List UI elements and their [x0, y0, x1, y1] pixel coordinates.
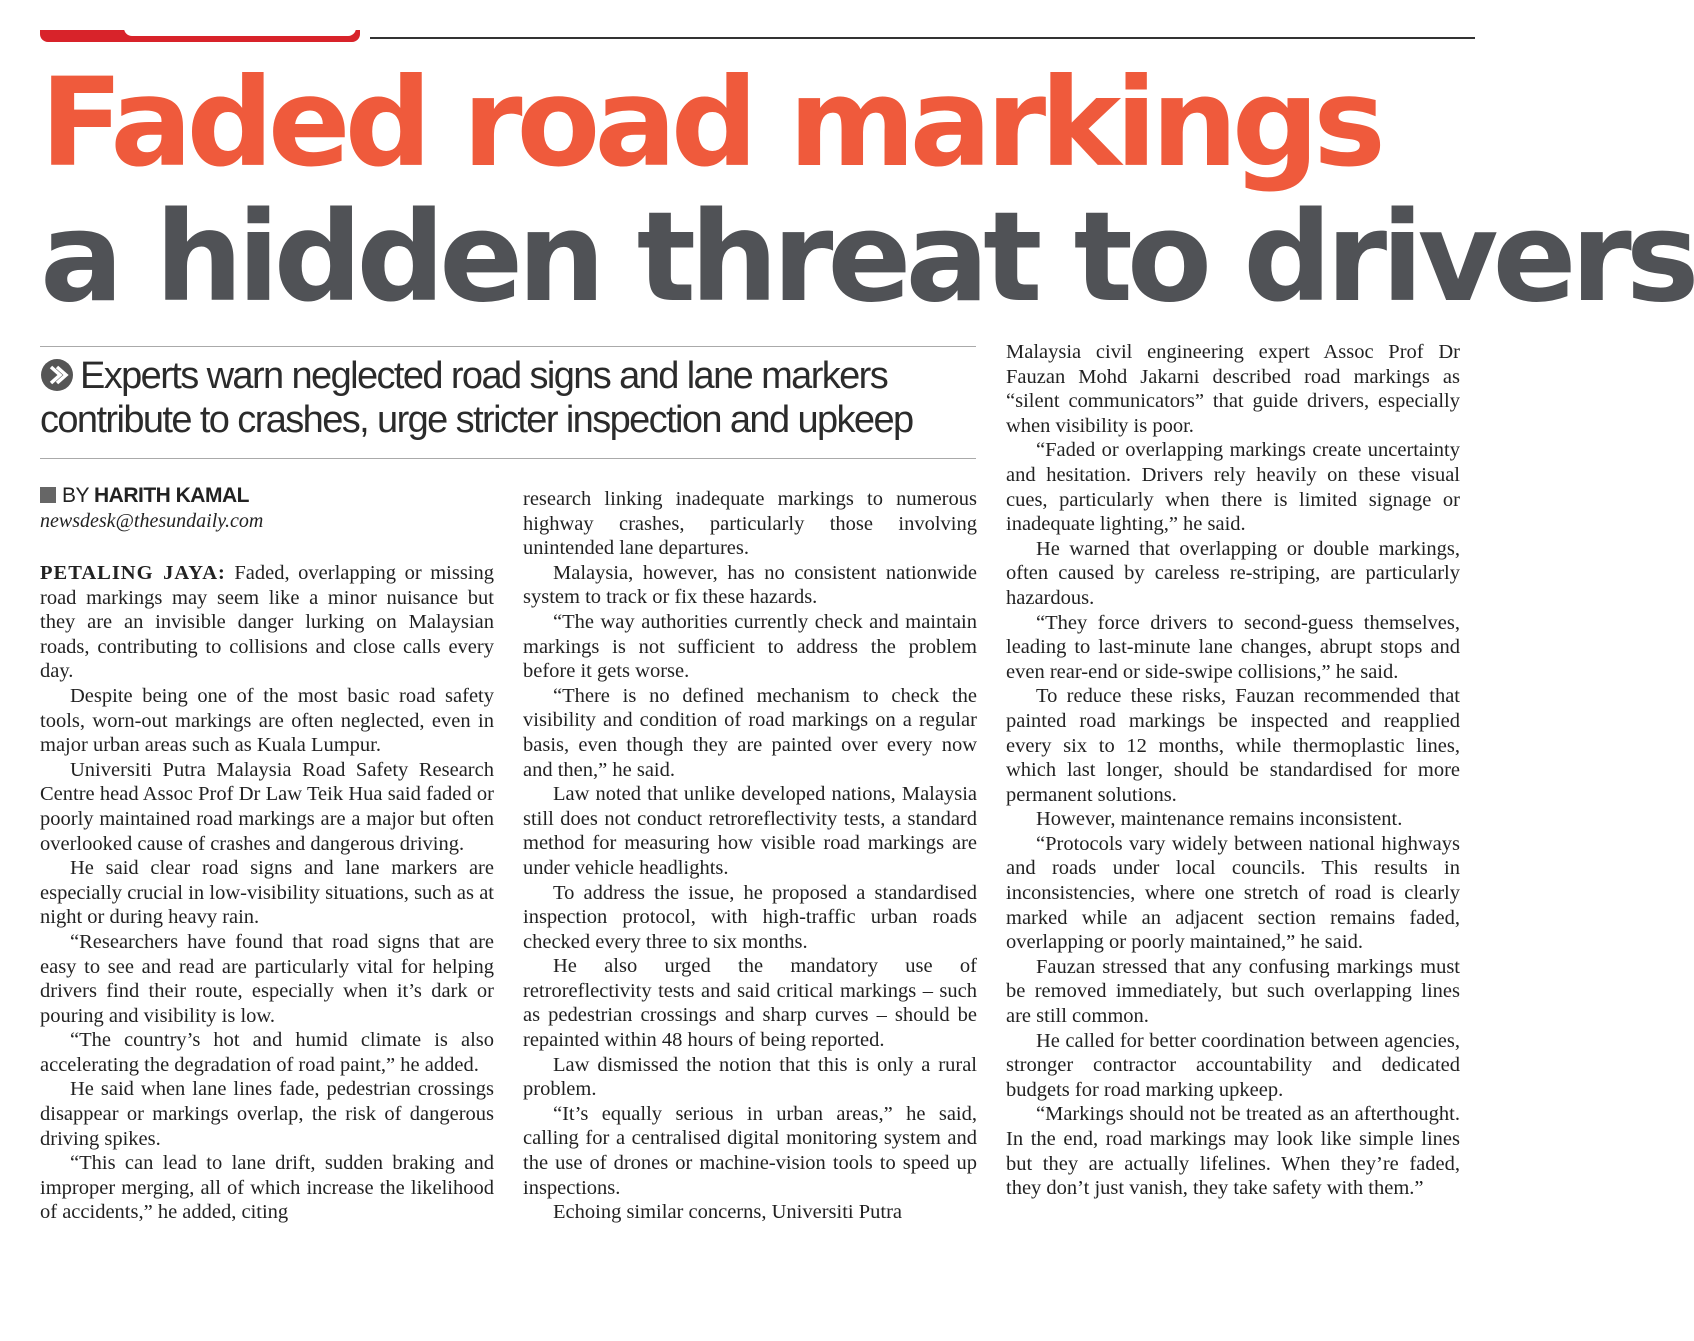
paragraph: To address the issue, he proposed a standardised inspection protocol, with high-traffic urban roads checked every three to six months.	[523, 881, 977, 953]
paragraph: “This can lead to lane drift, sudden braking and improper merging, all of which increase the likelihood of accidents,” he added, citing	[40, 1152, 494, 1224]
paragraph: He said when lane lines fade, pedestrian crossings disappear or markings overlap, the risk of dangerous driving spikes.	[40, 1078, 494, 1150]
section-header-bar	[40, 22, 370, 44]
paragraph: “Researchers have found that road signs that are easy to see and read are particularly vital for helping drivers find their route, especially when it’s dark or pouring and visibility is low.	[40, 930, 494, 1027]
paragraph: “The way authorities currently check and maintain markings is not sufficient to address the problem before it gets worse.	[523, 610, 977, 683]
top-rule	[370, 37, 1475, 39]
paragraph: “It’s equally serious in urban areas,” he said, calling for a centralised digital monitoring system and the use of drones or machine-vision tools to speed up inspections.	[523, 1102, 977, 1199]
paragraph: “Markings should not be treated as an afterthought. In the end, road markings may look like simple lines but they are actually lifelines. When they’re faded, they don’t just vanish, they take safety with them.”	[1006, 1103, 1460, 1200]
paragraph: He also urged the mandatory use of retroreflectivity tests and said critical markings – such as pedestrian crossings and sharp curves – should be repainted within 48 hours of being reported.	[523, 955, 977, 1052]
byline-email: newsdesk@thesundaily.com	[40, 510, 264, 532]
square-bullet-icon	[40, 487, 56, 503]
deck-text: Experts warn neglected road signs and lane markers contribute to crashes, urge stricter inspection and upkeep	[40, 355, 913, 441]
paragraph: “Protocols vary widely between national highways and roads under local councils. This results in inconsistencies, where one stretch of road is clearly marked while an adjacent section remains faded, overlapping or poorly maintained,” he said.	[1006, 832, 1460, 954]
headline-line-1: Faded road markings	[40, 52, 1380, 194]
paragraph: Universiti Putra Malaysia Road Safety Research Centre head Assoc Prof Dr Law Teik Hua said faded or poorly maintained road markings are a major but often overlooked cause of crashes and dangerous driving.	[40, 758, 494, 855]
deck-bottom-rule	[40, 458, 976, 459]
byline-prefix: BY	[62, 484, 89, 507]
paragraph: Malaysia civil engineering expert Assoc Prof Dr Fauzan Mohd Jakarni described road markings as “silent communicators” that guide drivers, especially when visibility is poor.	[1006, 341, 1460, 437]
paragraph: “They force drivers to second-guess themselves, leading to last-minute lane changes, abrupt stops and even rear-end or side-swipe collisions,” he said.	[1006, 611, 1460, 683]
paragraph: PETALING JAYA: Faded, overlapping or missing road markings may seem like a minor nuisance but they are an invisible danger lurking on Malaysian roads, contributing to collisions and close calls every day.	[40, 562, 495, 683]
deck-subheading	[40, 354, 976, 442]
paragraph: “The country’s hot and humid climate is also accelerating the degradation of road paint,” he added.	[40, 1029, 494, 1076]
section-tab	[124, 22, 356, 36]
paragraph: Law noted that unlike developed nations, Malaysia still does not conduct retroreflectivity tests, a standard method for measuring how visible road markings are under vehicle headlights.	[523, 783, 977, 879]
paragraph: He called for better coordination between agencies, stronger contractor accountability and dedicated budgets for road marking upkeep.	[1006, 1029, 1460, 1101]
article-column-2	[523, 487, 977, 1225]
paragraph: “There is no defined mechanism to check the visibility and condition of road markings on a regular basis, even though they are painted over every now and then,” he said.	[523, 684, 977, 781]
paragraph: Law dismissed the notion that this is only a rural problem.	[523, 1053, 977, 1101]
byline	[40, 484, 249, 508]
byline-author: HARITH KAMAL	[93, 484, 249, 507]
paragraph: Fauzan stressed that any confusing markings must be removed immediately, but such overlapping lines are still common.	[1006, 955, 1460, 1028]
paragraph: research linking inadequate markings to numerous highway crashes, particularly those involving unintended lane departures.	[523, 488, 977, 560]
paragraph: He warned that overlapping or double markings, often caused by careless re-striping, are particularly hazardous.	[1006, 537, 1460, 609]
chevron-right-icon	[40, 358, 74, 392]
headline-line-2: a hidden threat to drivers	[40, 186, 1694, 330]
paragraph: “Faded or overlapping markings create uncertainty and hesitation. Drivers rely heavily on these visual cues, particularly when there is limited signage or inadequate lighting,” he said.	[1006, 439, 1460, 536]
paragraph: Despite being one of the most basic road safety tools, worn-out markings are often neglected, even in major urban areas such as Kuala Lumpur.	[40, 684, 494, 757]
paragraph: Echoing similar concerns, Universiti Putra	[553, 1201, 902, 1224]
paragraph: Malaysia, however, has no consistent nationwide system to track or fix these hazards.	[523, 561, 977, 609]
dateline: PETALING JAYA:	[40, 562, 226, 584]
paragraph: However, maintenance remains inconsistent.	[1036, 808, 1403, 831]
deck-top-rule	[40, 346, 976, 347]
article-column-3	[1006, 340, 1460, 1201]
paragraph: He said clear road signs and lane markers are especially crucial in low-visibility situations, such as at night or during heavy rain.	[40, 857, 494, 929]
article-column-1	[40, 561, 494, 1225]
paragraph: To reduce these risks, Fauzan recommended that painted road markings be inspected and reapplied every six to 12 months, while thermoplastic lines, which last longer, should be standardised for more permanent solutions.	[1006, 685, 1460, 806]
